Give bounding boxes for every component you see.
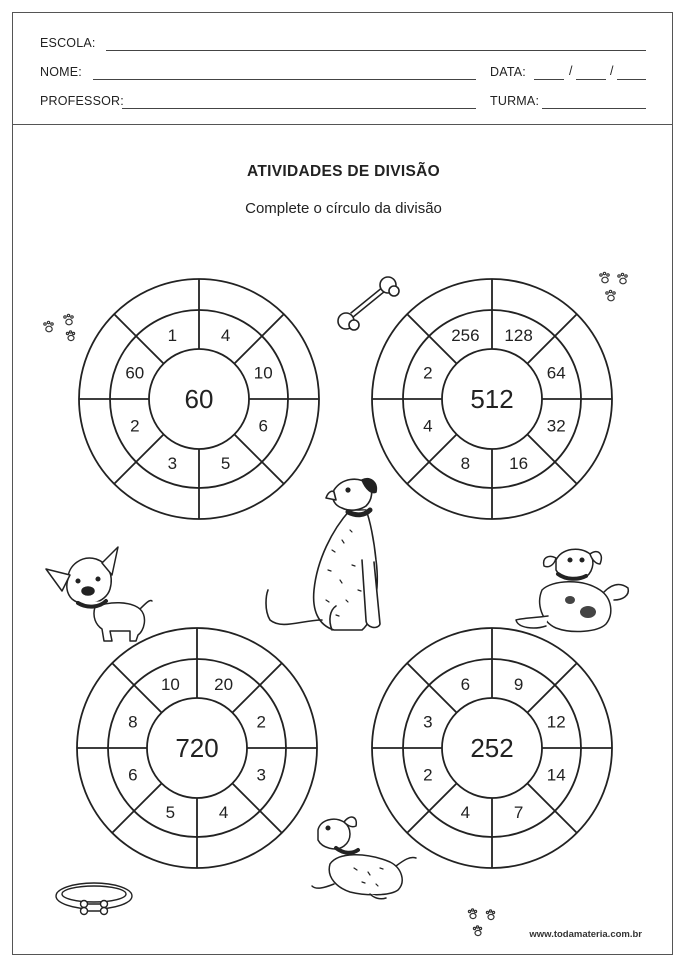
running-dog-illustration [310,812,422,902]
data-year-field[interactable] [617,79,646,80]
wheel-center-number: 512 [470,384,514,414]
wheel-answer-cell[interactable] [522,486,542,506]
wheel-divisor: 3 [423,712,433,732]
wheel-answer-cell[interactable] [579,349,599,369]
wheel-divisor: 6 [258,416,268,436]
wheel-answer-cell[interactable] [286,349,306,369]
turma-field[interactable] [542,108,646,109]
wheel-answer-cell[interactable] [386,349,406,369]
header-divider [13,124,672,125]
turma-label: TURMA: [490,94,540,108]
wheel-answer-cell[interactable] [386,698,406,718]
wheel-divisor: 8 [460,454,471,474]
wheel-divisor: 7 [513,803,524,823]
wheel-answer-cell[interactable] [284,698,304,718]
wheel-answer-cell[interactable] [91,778,111,798]
wheel-answer-cell[interactable] [149,486,169,506]
wheel-divisor: 4 [423,416,433,436]
wheel-answer-cell[interactable] [229,293,249,313]
wheel-divisor: 2 [256,712,266,732]
wheel-divisor: 4 [460,803,471,823]
page-title: ATIVIDADES DE DIVISÃO [247,163,440,180]
wheel-center-number: 252 [470,733,514,763]
small-dog-illustration [40,545,160,645]
wheel-answer-cell[interactable] [579,778,599,798]
wheel-answer-cell[interactable] [522,642,542,662]
escola-field[interactable] [106,50,646,51]
wheel-center-number: 720 [175,733,219,763]
footer-url: www.todamateria.com.br [529,929,642,940]
page-subtitle: Complete o círculo da divisão [245,200,442,217]
data-day-field[interactable] [534,79,564,80]
wheel-answer-cell[interactable] [286,429,306,449]
wheel-answer-cell[interactable] [229,486,249,506]
wheel-answer-cell[interactable] [579,429,599,449]
wheel-answer-cell[interactable] [227,835,247,855]
wheel-center-number: 60 [184,384,214,414]
wheel-divisor: 6 [128,765,138,785]
professor-label: PROFESSOR: [40,94,124,108]
wheel-divisor: 60 [125,363,145,383]
paw-prints-icon [42,313,82,343]
wheel-divisor: 20 [214,674,234,694]
wheel-divisor: 128 [504,325,533,345]
division-wheel [75,626,319,870]
wheel-divisor: 2 [423,363,433,383]
wheel-divisor: 9 [513,674,524,694]
wheel-divisor: 14 [546,765,566,785]
wheel-divisor: 2 [423,765,433,785]
lying-dog-illustration [512,540,636,640]
nome-label: NOME: [40,65,82,79]
wheel-divisor: 16 [509,454,529,474]
dog-collar-icon [54,878,138,922]
wheel-answer-cell[interactable] [386,778,406,798]
data-month-field[interactable] [576,79,606,80]
wheel-divisor: 4 [218,803,229,823]
wheel-answer-cell[interactable] [442,293,462,313]
escola-label: ESCOLA: [40,36,96,50]
wheel-divisor: 5 [165,803,176,823]
sitting-dog-illustration [262,470,392,645]
wheel-answer-cell[interactable] [93,349,113,369]
wheel-answer-cell[interactable] [91,698,111,718]
wheel-divisor: 10 [160,674,180,694]
data-label: DATA: [490,65,526,79]
wheel-divisor: 32 [546,416,566,436]
wheel-answer-cell[interactable] [147,835,167,855]
wheel-answer-cell[interactable] [149,293,169,313]
dog-toy-icon [334,273,404,333]
data-separator-1: / [569,64,573,78]
data-separator-2: / [610,64,614,78]
wheel-answer-cell[interactable] [442,642,462,662]
wheel-divisor: 12 [546,712,566,732]
wheel-answer-cell[interactable] [522,293,542,313]
wheel-answer-cell[interactable] [386,429,406,449]
wheel-divisor: 8 [128,712,138,732]
wheel-answer-cell[interactable] [579,698,599,718]
wheel-answer-cell[interactable] [284,778,304,798]
wheel-answer-cell[interactable] [227,642,247,662]
wheel-divisor: 1 [167,325,178,345]
nome-field[interactable] [93,79,476,80]
division-wheel [370,277,614,521]
wheel-divisor: 64 [546,363,566,383]
wheel-answer-cell[interactable] [442,835,462,855]
wheel-divisor: 10 [253,363,273,383]
wheel-answer-cell[interactable] [522,835,542,855]
wheel-divisor: 4 [220,325,231,345]
professor-field[interactable] [122,108,476,109]
paw-prints-icon [466,905,502,939]
wheel-answer-cell[interactable] [93,429,113,449]
wheel-divisor: 2 [130,416,140,436]
wheel-divisor: 5 [220,454,231,474]
wheel-divisor: 256 [451,325,480,345]
wheel-divisor: 3 [167,454,178,474]
paw-prints-icon [597,270,637,304]
wheel-divisor: 3 [256,765,266,785]
wheel-answer-cell[interactable] [442,486,462,506]
wheel-divisor: 6 [460,674,471,694]
